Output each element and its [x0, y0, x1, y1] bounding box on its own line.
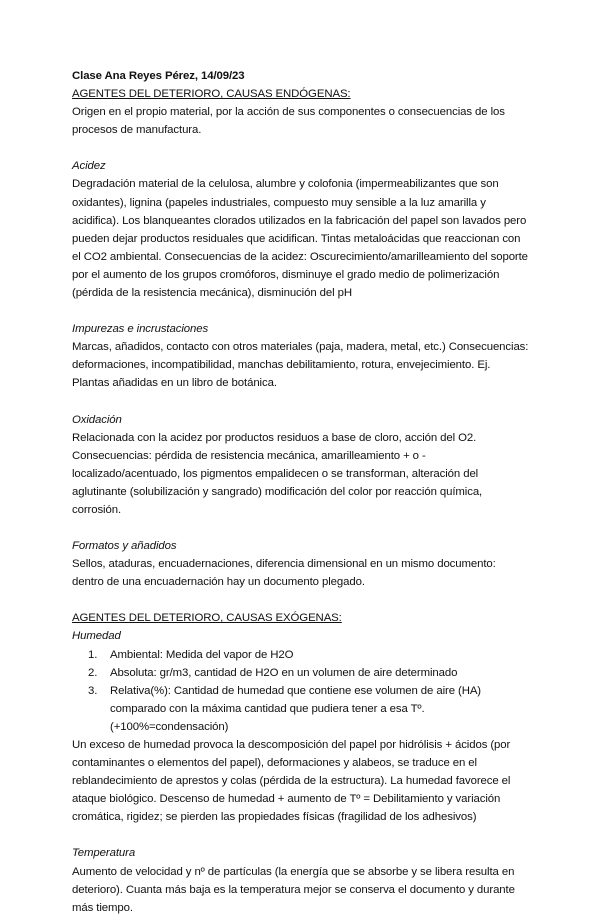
acidez-text: Degradación material de la celulosa, alumbre y colofonia (impermeabilizantes que son oxidantes), lignina (papeles industriales, compuesto muy sensible a la luz amarilla y acidifica). Los blanqueantes clorados utilizados en la fabricación del papel son lavados pero pueden dejar productos residuales que acidifican. Tintas metaloácidas que reaccionan con el CO2 ambiental. Consecuencias de la acidez: Oscurecimiento/amarilleamiento del soporte por el aumento de los grupos cromóforos, disminuye el grado medio de polimerización (pérdida de la resistencia mecánica), disminución del pH — [72, 178, 528, 300]
oxidacion-text: Relacionada con la acidez por productos residuos a base de cloro, acción del O2. Consecuencias: pérdida de resistencia mecánica, amarilleamiento + o - localizado/acentuado, los pigmentos empalidecen o se transforman, alteración del aglutinante (solubilización y sangrado) modificación del color por reacción química, corrosión. — [72, 431, 483, 516]
list-item-text: Ambiental: Medida del vapor de H2O — [110, 648, 294, 661]
acidez-title: Acidez — [72, 160, 106, 173]
list-item-text: Relativa(%): Cantidad de humedad que contiene ese volumen de aire (HA) comparado con la máxima cantidad que pudiera tener a esa Tº. (+100%=condensación) — [110, 684, 482, 733]
impurezas-text: Marcas, añadidos, contacto con otros materiales (paja, madera, metal, etc.) Consecuencias: deformaciones, incompatibilidad, manchas debilitamiento, rotura, envejecimiento. Ej. Plantas añadidas en un libro de botánica. — [72, 341, 529, 390]
list-item — [72, 682, 530, 736]
temperatura-text: Aumento de velocidad y nº de partículas (la energía que se absorbe y se libera resulta en deterioro). Cuanta más baja es la temperatura mejor se conserva el documento y durante más tiempo. — [72, 865, 515, 914]
list-item-text: Absoluta: gr/m3, cantidad de H2O en un volumen de aire determinado — [110, 666, 458, 679]
humedad-list — [72, 646, 530, 736]
list-item — [72, 646, 530, 664]
temperatura-title: Temperatura — [72, 847, 136, 860]
endogenous-heading: AGENTES DEL DETERIORO, CAUSAS ENDÓGENAS: — [72, 88, 351, 101]
oxidacion-title: Oxidación — [72, 413, 122, 426]
list-item-number: 3. — [88, 684, 98, 697]
humedad-text: Un exceso de humedad provoca la descomposición del papel por hidrólisis + ácidos (por contaminantes o elementos del papel), deformaciones y alabeos, se traduce en el reblandecimiento de aprestos y colas (pérdida de la estructura). La humedad favorece el ataque biológico. Descenso de humedad + aumento de Tº = Debilitamiento y variación cromática, rigidez; se pierden las propiedades físicas (fragilidad de los adhesivos) — [72, 739, 511, 824]
list-item-number: 1. — [88, 648, 98, 661]
formatos-text: Sellos, ataduras, encuadernaciones, diferencia dimensional en un mismo documento: dentro de una encuadernación hay un documento plegado. — [72, 558, 496, 589]
formatos-title: Formatos y añadidos — [72, 540, 177, 553]
endogenous-intro: Origen en el propio material, por la acción de sus componentes o consecuencias de los procesos de manufactura. — [72, 106, 505, 137]
document-title: Clase Ana Reyes Pérez, 14/09/23 — [72, 70, 245, 82]
impurezas-title: Impurezas e incrustaciones — [72, 323, 209, 336]
exogenous-heading: AGENTES DEL DETERIORO, CAUSAS EXÓGENAS: — [72, 612, 342, 625]
list-item — [72, 664, 530, 682]
list-item-number: 2. — [88, 666, 98, 679]
humedad-title: Humedad — [72, 630, 121, 643]
document-page — [72, 67, 530, 917]
